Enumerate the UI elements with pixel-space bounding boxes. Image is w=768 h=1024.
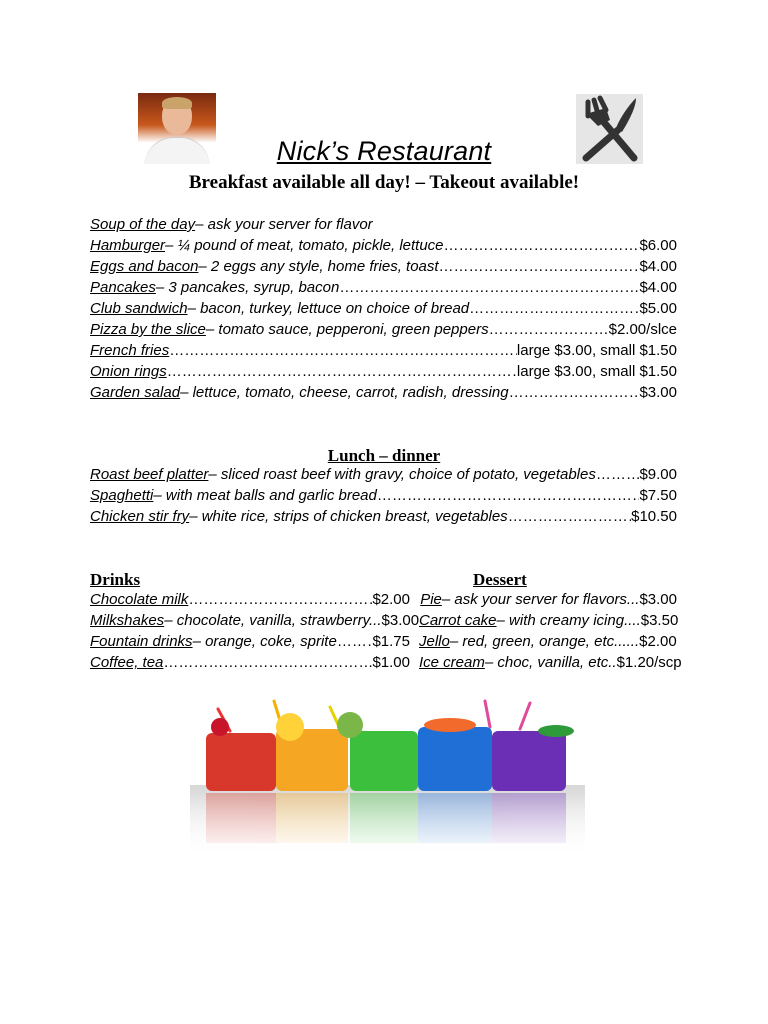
dessert-item: [419, 591, 677, 611]
dot-leader: [163, 654, 372, 671]
item-price: $9.00: [639, 466, 677, 483]
item-price: $2.00/slce: [608, 321, 677, 338]
lunch-heading-wrap: [0, 446, 768, 466]
item-price: $1.00: [372, 654, 410, 671]
lunch-heading: Lunch – dinner: [327, 446, 441, 465]
dessert-item: [419, 633, 677, 653]
item-name: Hamburger: [90, 237, 166, 254]
item-price: $7.50: [639, 487, 677, 504]
item-desc: – 2 eggs any style, home fries, toast: [198, 258, 439, 275]
item-name: Ice cream: [419, 654, 485, 671]
item-name: Chocolate milk: [90, 591, 189, 608]
item-desc: – ask your server for flavor: [195, 216, 373, 233]
colorful-drinks-photo: [190, 697, 585, 857]
item-desc: – chocolate, vanilla, strawberry...: [164, 612, 382, 629]
dot-leader: [489, 321, 609, 338]
menu-item: [90, 258, 677, 278]
dot-leader: [509, 384, 640, 401]
item-desc: – white rice, strips of chicken breast, vegetables: [189, 508, 508, 525]
dot-leader: [444, 237, 640, 254]
item-desc: – with meat balls and garlic bread: [153, 487, 377, 504]
dot-leader: [188, 591, 372, 608]
dessert-heading-wrap: [473, 570, 527, 590]
dessert-item: [419, 612, 677, 632]
item-name: Jello: [419, 633, 450, 650]
menu-item: [90, 342, 677, 362]
item-desc: – choc, vanilla, etc..: [484, 654, 617, 671]
item-name: Carrot cake: [419, 612, 497, 629]
restaurant-title: Nick’s Restaurant: [276, 136, 492, 166]
drink-item: [90, 612, 420, 632]
item-name: Garden salad: [90, 384, 181, 401]
menu-item: [90, 363, 677, 383]
item-name: Roast beef platter: [90, 466, 209, 483]
item-price: $5.00: [639, 300, 677, 317]
item-name: Pie: [420, 591, 442, 608]
dot-leader: [469, 300, 639, 317]
item-name: Fountain drinks: [90, 633, 193, 650]
dot-leader: [337, 633, 373, 650]
subtitle: Breakfast available all day! – Takeout available!: [188, 172, 580, 193]
menu-item: [90, 487, 677, 507]
item-desc: – red, green, orange, etc......: [449, 633, 640, 650]
item-price: $4.00: [639, 258, 677, 275]
menu-item: [90, 321, 677, 341]
menu-item: [90, 508, 677, 528]
menu-item: [90, 466, 677, 486]
item-desc: – ask your server for flavors...: [441, 591, 640, 608]
item-price: $2.00: [639, 633, 677, 650]
drink-item: [90, 654, 410, 674]
item-price: large $3.00, small $1.50: [516, 342, 677, 359]
item-desc: – lettuce, tomato, cheese, carrot, radish, dressing: [180, 384, 509, 401]
drink-item: [90, 633, 410, 653]
item-price: $3.00: [639, 384, 677, 401]
item-desc: – ¼ pound of meat, tomato, pickle, lettuce: [165, 237, 444, 254]
item-name: Coffee, tea: [90, 654, 164, 671]
dot-leader: [508, 508, 631, 525]
menu-item: [90, 384, 677, 404]
item-price: $1.75: [372, 633, 410, 650]
item-price: $3.00: [639, 591, 677, 608]
menu-item: [90, 279, 677, 299]
item-price: large $3.00, small $1.50: [516, 363, 677, 380]
menu-item: [90, 300, 677, 320]
dessert-heading: Dessert: [473, 570, 527, 589]
dot-leader: [167, 363, 517, 380]
item-name: Pizza by the slice: [90, 321, 206, 338]
item-price: $3.00: [381, 612, 420, 629]
drink-item: [90, 591, 410, 611]
item-name: Onion rings: [90, 363, 167, 380]
item-name: Milkshakes: [90, 612, 165, 629]
drinks-heading-wrap: [90, 570, 140, 590]
menu-item: [90, 237, 677, 257]
item-name: Pancakes: [90, 279, 156, 296]
item-price: $3.50: [640, 612, 679, 629]
item-name: Soup of the day: [90, 216, 196, 233]
item-name: Chicken stir fry: [90, 508, 190, 525]
dot-leader: [169, 342, 517, 359]
item-price: $4.00: [639, 279, 677, 296]
item-desc: – tomato sauce, pepperoni, green peppers: [205, 321, 489, 338]
item-price: $10.50: [631, 508, 677, 525]
item-name: French fries: [90, 342, 170, 359]
item-name: Eggs and bacon: [90, 258, 199, 275]
item-desc: – 3 pancakes, syrup, bacon: [155, 279, 340, 296]
item-desc: – sliced roast beef with gravy, choice of potato, vegetables: [208, 466, 596, 483]
dot-leader: [339, 279, 639, 296]
dot-leader: [596, 466, 640, 483]
item-desc: – orange, coke, sprite: [192, 633, 337, 650]
item-desc: – bacon, turkey, lettuce on choice of bread: [187, 300, 470, 317]
dot-leader: [377, 487, 640, 504]
item-price: $6.00: [639, 237, 677, 254]
drinks-heading: Drinks: [90, 570, 141, 589]
item-price: $2.00: [372, 591, 410, 608]
item-price: $1.20/scp: [616, 654, 682, 671]
item-name: Club sandwich: [90, 300, 188, 317]
dot-leader: [439, 258, 640, 275]
dessert-item: [419, 654, 682, 674]
item-desc: – with creamy icing....: [496, 612, 641, 629]
item-name: Spaghetti: [90, 487, 154, 504]
menu-item: [90, 216, 677, 236]
